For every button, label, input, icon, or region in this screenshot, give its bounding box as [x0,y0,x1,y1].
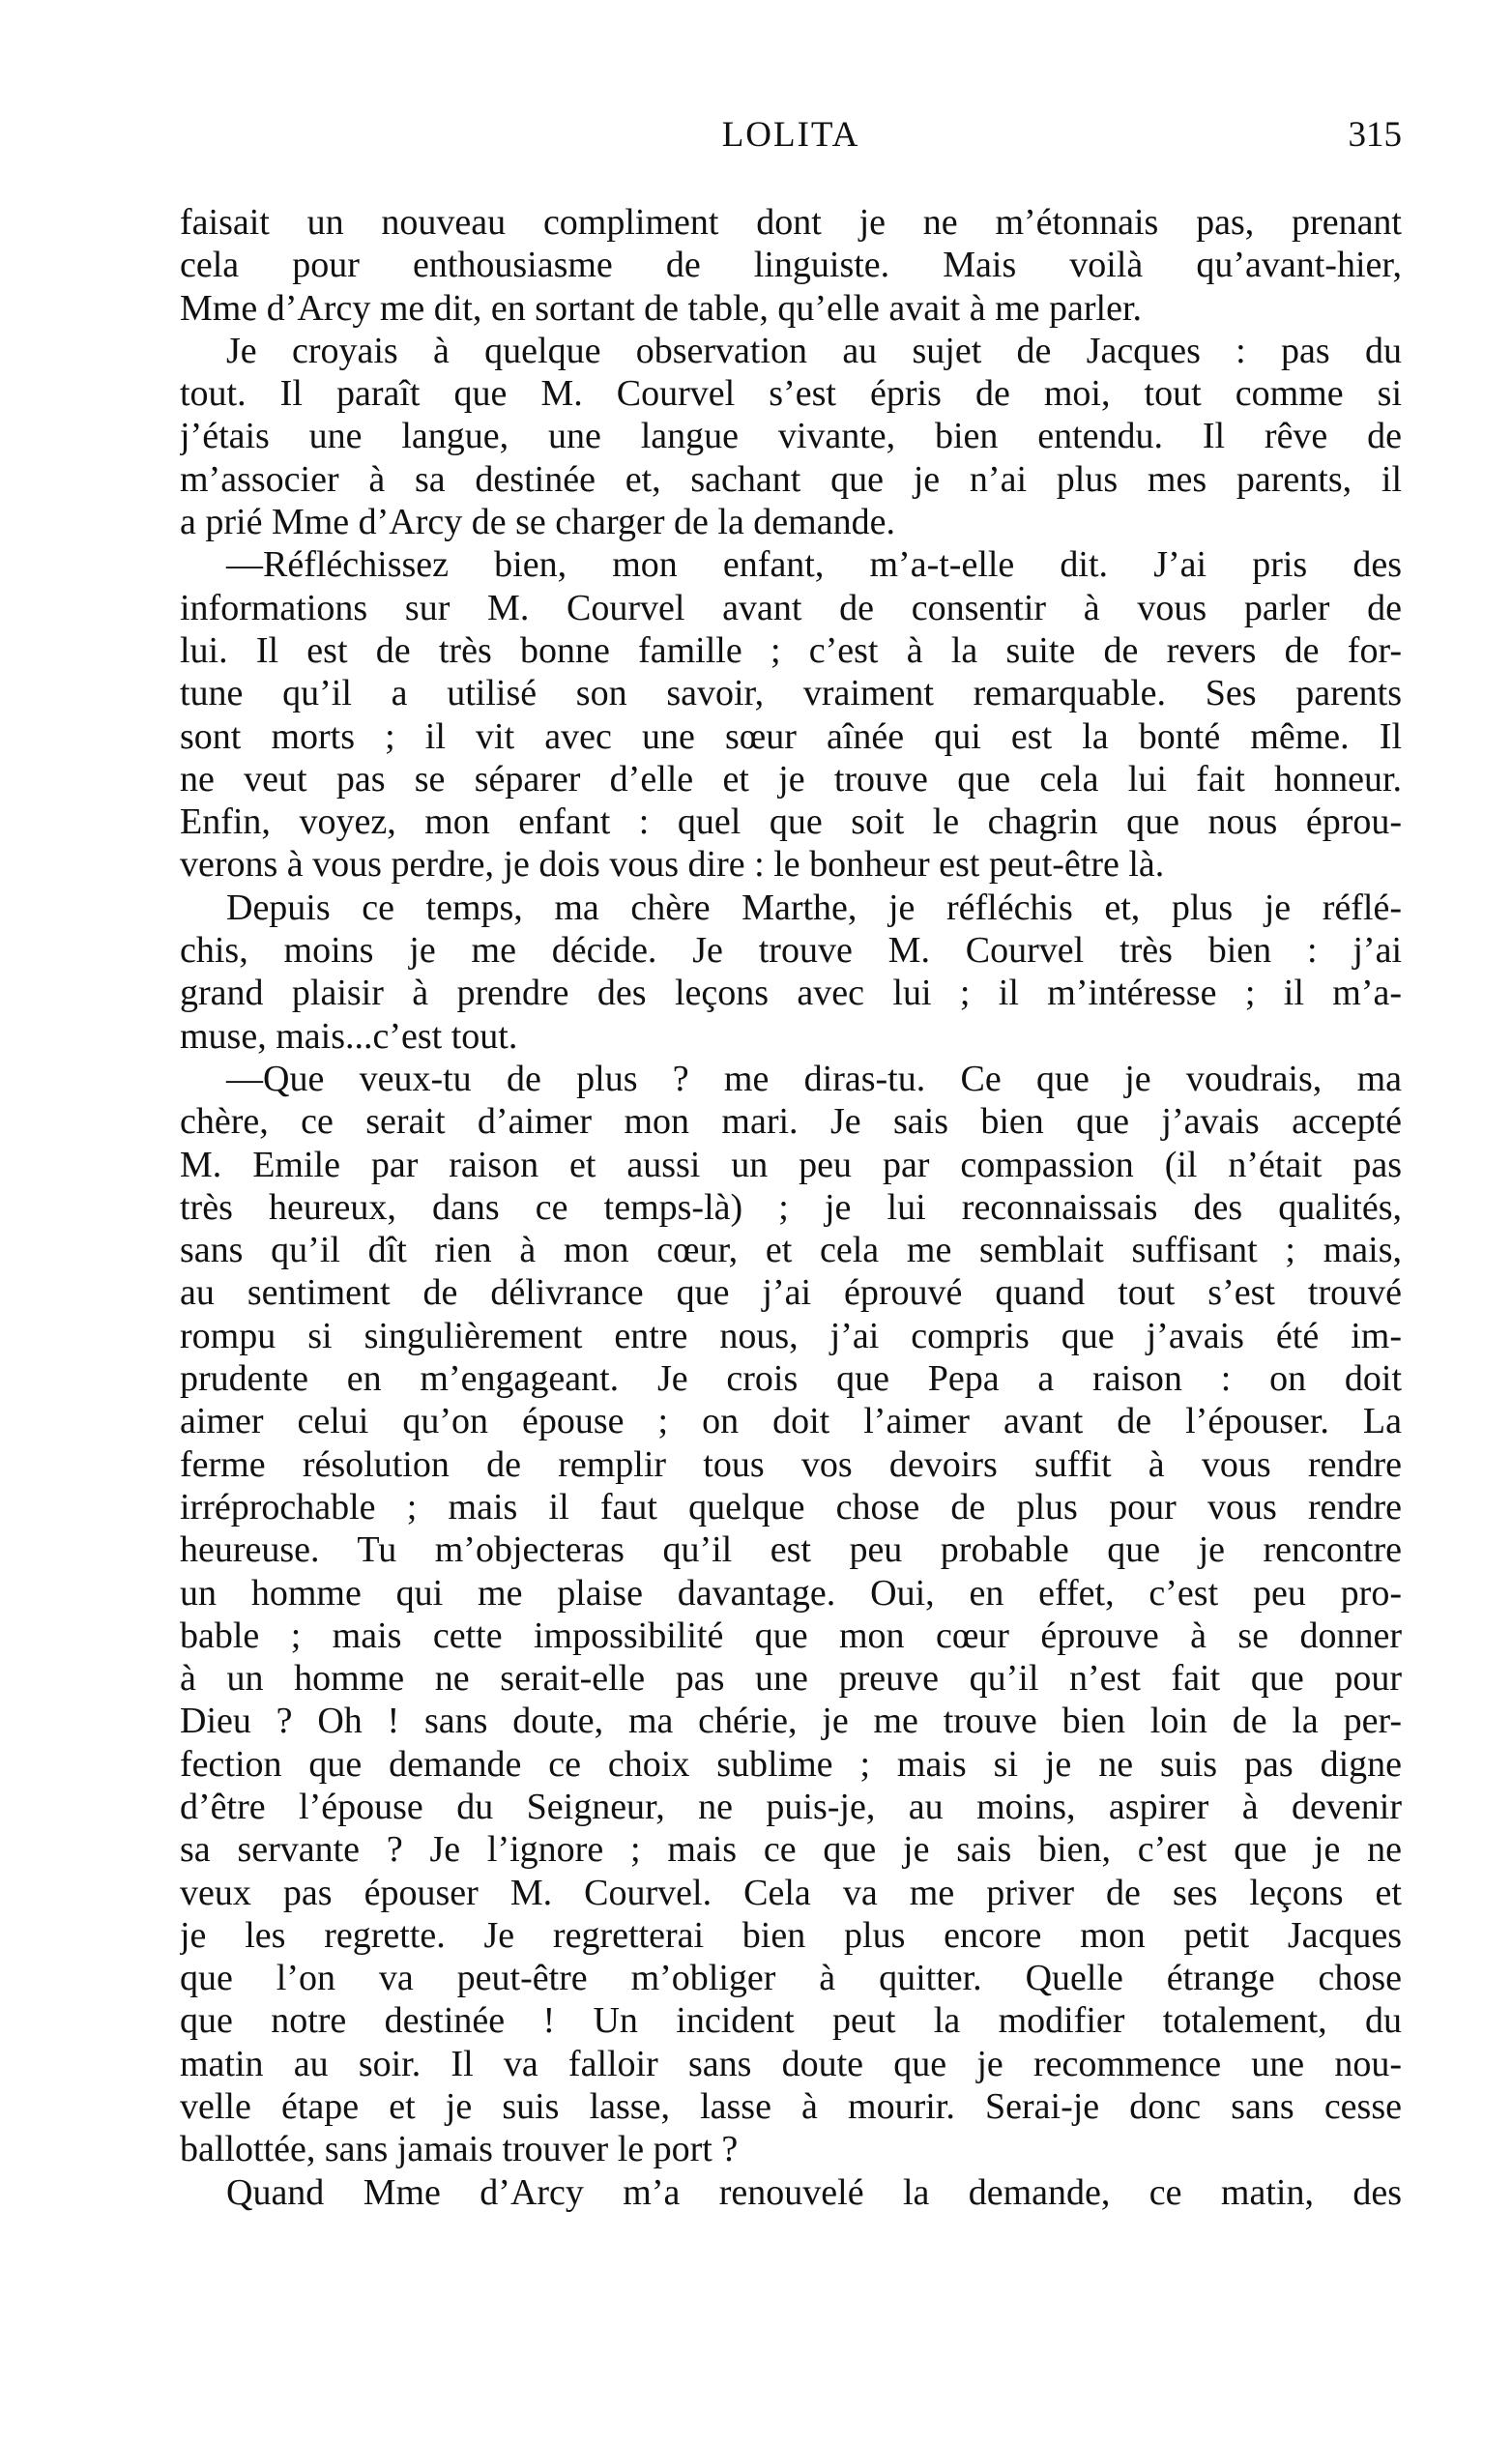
text-line: Quand Mme d’Arcy m’a renouvelé la demande, ce matin, des [226,2171,1402,2213]
text-line: informations sur M. Courvel avant de consentir à vous parler de [180,587,1402,628]
text-line: ballottée, sans jamais trouver le port ? [180,2129,739,2170]
running-title: LOLITA [721,115,860,155]
text-line: sa servante ? Je l’ignore ; mais ce que je sais bien, c’est que je ne [180,1829,1402,1871]
body-text [180,201,1402,2405]
text-line: m’associer à sa destinée et, sachant que je n’ai plus mes parents, il [180,458,1402,500]
text-line: Dieu ? Oh ! sans doute, ma chérie, je me trouve bien loin de la per- [180,1701,1402,1742]
text-line: Mme d’Arcy me dit, en sortant de table, qu’elle avait à me parler. [180,287,1143,329]
page-number: 315 [1348,115,1402,155]
text-line: un homme qui me plaise davantage. Oui, en effet, c’est peu pro- [180,1572,1402,1614]
text-line: sans qu’il dît rien à mon cœur, et cela me semblait suffisant ; mais, [180,1230,1402,1271]
text-line: Je croyais à quelque observation au sujet de Jacques : pas du [226,330,1402,371]
text-line: je les regrette. Je regretterai bien plus encore mon petit Jacques [180,1914,1402,1956]
text-line: irréprochable ; mais il faut quelque chose de plus pour vous rendre [180,1486,1402,1528]
text-line: bable ; mais cette impossibilité que mon cœur éprouve à se donner [180,1615,1402,1656]
text-line: velle étape et je suis lasse, lasse à mourir. Serai-je donc sans cesse [180,2086,1402,2128]
text-line: rompu si singulièrement entre nous, j’ai compris que j’avais été im- [180,1315,1402,1356]
text-line: muse, mais...c’est tout. [180,1015,518,1057]
text-line: a prié Mme d’Arcy de se charger de la demande. [180,502,895,543]
text-line: chère, ce serait d’aimer mon mari. Je sais bien que j’avais accepté [180,1101,1402,1143]
text-line: tout. Il paraît que M. Courvel s’est épris de moi, tout comme si [180,373,1402,415]
text-line: Enfin, voyez, mon enfant : quel que soit le chagrin que nous éprou- [180,801,1402,843]
text-line: veux pas épouser M. Courvel. Cela va me priver de ses leçons et [180,1872,1402,1913]
text-line: très heureux, dans ce temps-là) ; je lui reconnaissais des qualités, [180,1186,1402,1228]
text-line: chis, moins je me décide. Je trouve M. Courvel très bien : j’ai [180,930,1402,972]
text-line: ne veut pas se séparer d’elle et je trouve que cela lui fait honneur. [180,758,1402,800]
text-line: —Que veux-tu de plus ? me diras-tu. Ce que je voudrais, ma [226,1058,1402,1099]
text-line: M. Emile par raison et aussi un peu par compassion (il n’était pas [180,1144,1402,1185]
text-line: ferme résolution de remplir tous vos devoirs suffit à vous rendre [180,1443,1402,1485]
text-line: que l’on va peut-être m’obliger à quitter. Quelle étrange chose [180,1958,1402,1999]
text-line: faisait un nouveau compliment dont je ne m’étonnais pas, prenant [180,202,1402,243]
text-line: d’être l’épouse du Seigneur, ne puis-je, au moins, aspirer à devenir [180,1786,1402,1827]
text-line: j’étais une langue, une langue vivante, bien entendu. Il rêve de [180,416,1402,457]
text-line: que notre destinée ! Un incident peut la modifier totalement, du [180,2000,1402,2042]
text-line: Depuis ce temps, ma chère Marthe, je réfléchis et, plus je réflé- [226,887,1402,928]
text-line: fection que demande ce choix sublime ; mais si je ne suis pas digne [180,1743,1402,1785]
text-line: verons à vous perdre, je dois vous dire : le bonheur est peut-être là. [180,844,1165,886]
running-head [180,114,1402,172]
text-line: sont morts ; il vit avec une sœur aînée qui est la bonté même. Il [180,715,1402,757]
text-line: prudente en m’engageant. Je crois que Pepa a raison : on doit [180,1358,1402,1400]
text-line: tune qu’il a utilisé son savoir, vraiment remarquable. Ses parents [180,673,1402,714]
text-line: grand plaisir à prendre des leçons avec lui ; il m’intéresse ; il m’a- [180,973,1402,1014]
text-line: heureuse. Tu m’objecteras qu’il est peu probable que je rencontre [180,1529,1402,1571]
text-line: à un homme ne serait-elle pas une preuve qu’il n’est fait que pour [180,1658,1402,1700]
text-line: lui. Il est de très bonne famille ; c’est à la suite de revers de for- [180,629,1402,671]
text-line: aimer celui qu’on épouse ; on doit l’aimer avant de l’épouser. La [180,1401,1402,1442]
text-line: cela pour enthousiasme de linguiste. Mais voilà qu’avant-hier, [180,245,1402,286]
text-line: —Réfléchissez bien, mon enfant, m’a-t-elle dit. J’ai pris des [226,544,1402,586]
text-line: au sentiment de délivrance que j’ai éprouvé quand tout s’est trouvé [180,1272,1402,1314]
text-line: matin au soir. Il va falloir sans doute que je recommence une nou- [180,2043,1402,2084]
